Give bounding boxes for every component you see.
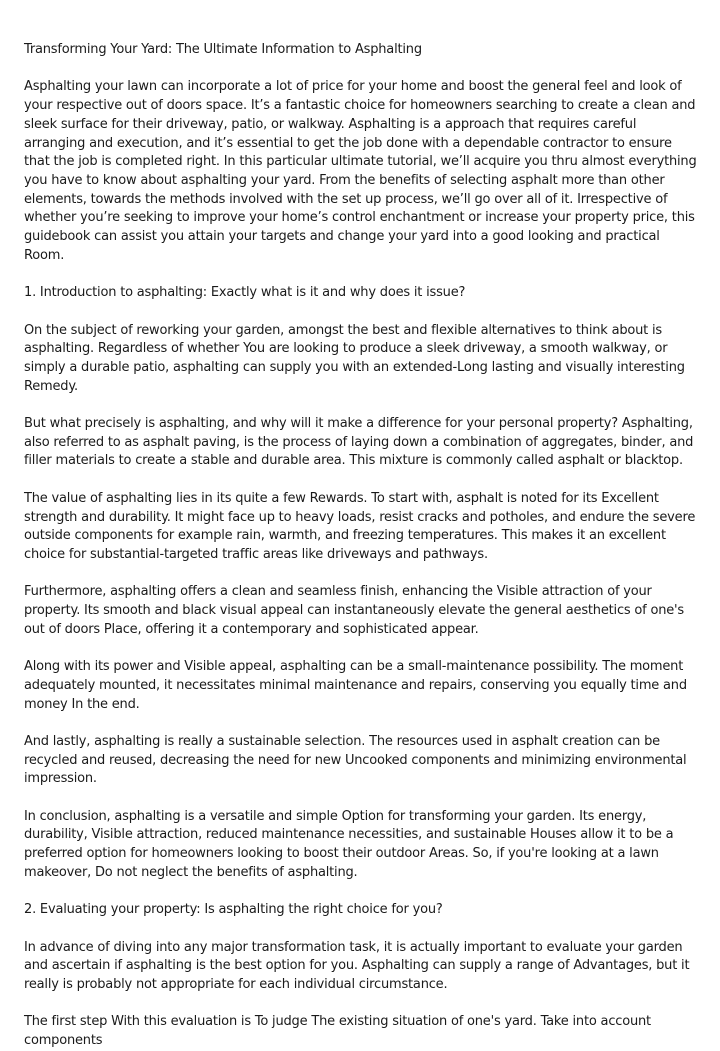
paragraph: Along with its power and Visible appeal, asphalting can be a small-maintenance possibility. The moment adequately mounted, it necessitates minimal maintenance and repairs, conserving you equally time and money In the end. (24, 659, 687, 712)
section-heading-1: 1. Introduction to asphalting: Exactly what is it and why does it issue? (24, 285, 466, 301)
paragraph: The first step With this evaluation is To judge The existing situation of one's yard. Take into account components (24, 1014, 651, 1049)
paragraph: In conclusion, asphalting is a versatile and simple Option for transforming your garden. Its energy, durability, Visible attraction, reduced maintenance necessities, and sustainable Houses allow it to be a preferred option for homeowners looking to boost their outdoor Areas. So, if you're looking at a lawn makeover, Do not neglect the benefits of asphalting. (24, 808, 674, 880)
paragraph: On the subject of reworking your garden, amongst the best and flexible alternatives to think about is asphalting. Regardless of whether You are looking to produce a sleek driveway, a smooth walkway, or simply a durable patio, asphalting can supply you with an extended-Long lasting and visually interesting Remedy. (24, 322, 685, 394)
document-page (24, 41, 698, 1051)
paragraph: But what precisely is asphalting, and why will it make a difference for your personal property? Asphalting, also referred to as asphalt paving, is the process of laying down a combination of aggregates, binder, and filler materials to create a stable and durable area. This mixture is commonly called asphalt or blacktop. (24, 416, 694, 469)
paragraph: Furthermore, asphalting offers a clean and seamless finish, enhancing the Visible attraction of your property. Its smooth and black visual appeal can instantaneously elevate the general aesthetics of one's out of doors Place, offering it a contemporary and sophisticated appear. (24, 584, 684, 637)
spacer (24, 60, 698, 79)
paragraph-intro: Asphalting your lawn can incorporate a lot of price for your home and boost the general feel and look of your respective out of doors space. It’s a fantastic choice for homeowners searching to create a clean and sleek surface for their driveway, patio, or walkway. Asphalting is a approach that requires careful arranging and execution, and it’s essential to get the job done with a dependable contractor to ensure that the job is completed right. In this particular ultimate tutorial, we’ll acquire you thru almost everything you have to know about asphalting your yard. From the benefits of selecting asphalt more than other elements, towards the methods involved with the set up process, we’ll go over all of it. Irrespective of whether you’re seeking to improve your home’s control enchantment or increase your property price, this guidebook can assist you attain your targets and change your yard into a good looking and practical Room. (24, 79, 697, 263)
section-heading-2: 2. Evaluating your property: Is asphalting the right choice for you? (24, 902, 443, 918)
document-title: Transforming Your Yard: The Ultimate Information to Asphalting (24, 42, 422, 57)
paragraph: In advance of diving into any major transformation task, it is actually important to evaluate your garden and ascertain if asphalting is the best option for you. Asphalting can supply a range of Advantages, but it really is probably not appropriate for each individual circumstance. (24, 939, 690, 992)
paragraph: The value of asphalting lies in its quite a few Rewards. To start with, asphalt is noted for its Excellent strength and durability. It might face up to heavy loads, resist cracks and potholes, and endure the severe outside components for example rain, warmth, and freezing temperatures. This makes it an excellent choice for substantial-targeted traffic areas like driveways and pathways. (24, 490, 696, 562)
paragraph: And lastly, asphalting is really a sustainable selection. The resources used in asphalt creation can be recycled and reused, decreasing the need for new Uncooked components and minimizing environmental impression. (24, 733, 687, 787)
